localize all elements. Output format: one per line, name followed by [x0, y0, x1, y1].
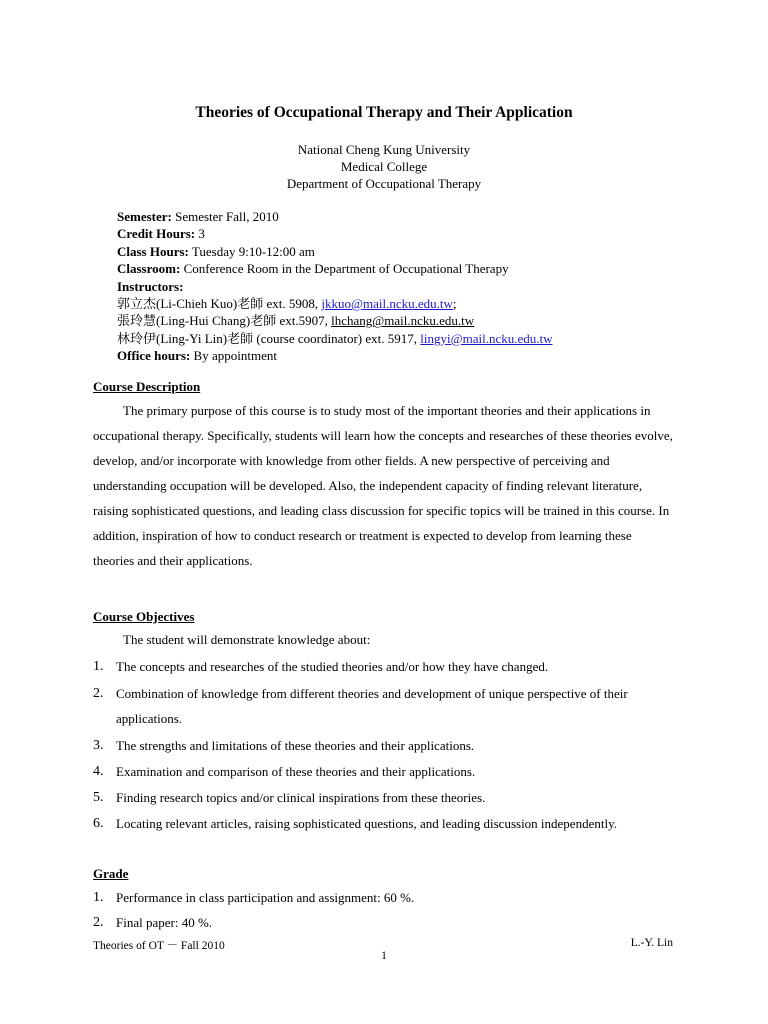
semester-label: Semester: [117, 209, 172, 224]
item-number: 2. [93, 915, 104, 930]
classroom-value: Conference Room in the Department of Occupational Therapy [183, 261, 509, 277]
instructors-label: Instructors: [117, 278, 184, 294]
college-name: Medical College [340, 159, 428, 174]
document-title: Theories of Occupational Therapy and Their Application [195, 104, 573, 121]
item-text: Locating relevant articles, raising sophisticated questions, and leading discussion independently. [116, 816, 617, 831]
item-number: 4. [93, 764, 104, 779]
semester-row [117, 208, 552, 225]
class-hours-label: Class Hours: [117, 243, 189, 259]
instructor-email-link[interactable]: lhchang@mail.ncku.edu.tw [331, 313, 475, 329]
instructor-name: 郭立杰(Li-Chieh Kuo)老師 ext. 5908, [117, 296, 322, 312]
item-text: Final paper: 40 %. [116, 915, 213, 930]
item-number: 5. [93, 790, 104, 805]
instructor-name: 張玲慧(Ling-Hui Chang)老師 ext.5907, [117, 313, 332, 329]
list-item [93, 885, 673, 910]
page-number: 1 [381, 950, 387, 962]
office-hours-row [117, 347, 552, 364]
list-item [93, 759, 673, 784]
course-description-heading: Course Description [93, 379, 201, 394]
item-number: 2. [93, 686, 104, 701]
instructor-line [117, 312, 552, 329]
instructor-line [117, 330, 552, 347]
class-hours-value: Tuesday 9:10-12:00 am [191, 243, 315, 259]
item-number: 3. [93, 738, 104, 753]
classroom-row [117, 260, 552, 277]
credit-label: Credit Hours: [117, 226, 196, 242]
objectives-list [93, 654, 673, 836]
institution-block [0, 141, 768, 192]
grade-heading: Grade [93, 866, 129, 881]
credit-value: 3 [198, 226, 205, 242]
objectives-intro: The student will demonstrate knowledge about: [123, 632, 371, 647]
instructor-suffix: ; [452, 296, 457, 312]
item-number: 1. [93, 659, 104, 674]
footer-course-label: Theories of OT － Fall 2010 [93, 940, 225, 952]
footer-author: L.-Y. Lin [630, 937, 673, 949]
course-description-text: The primary purpose of this course is to study most of the important theories and their applications in occupational therapy. Specifically, students will learn how the concepts and researches of these theories evolve, develop, and/or incorporate with knowledge from other fields. A new perspective of perceiving and understanding occupation will be developed. Also, the independent capacity of finding relevant literature, raising sophisticated questions, and leading class discussion for specific topics will be trained in this course. In addition, inspiration of how to conduct research or treatment is expected to develop from learning these theories and their applications. [93, 403, 673, 568]
item-text: Finding research topics and/or clinical inspirations from these theories. [116, 790, 486, 805]
class-hours-row [117, 243, 552, 260]
semester-value: Semester Fall, 2010 [175, 209, 279, 224]
list-item [93, 733, 673, 758]
office-hours-value: By appointment [193, 348, 277, 364]
department-name: Department of Occupational Therapy [286, 176, 482, 191]
credit-row [117, 225, 552, 242]
list-item [93, 811, 673, 836]
item-number: 1. [93, 890, 104, 905]
list-item [93, 910, 673, 935]
item-text: Examination and comparison of these theories and their applications. [116, 764, 476, 779]
course-info [117, 208, 552, 365]
instructor-email-link[interactable]: lingyi@mail.ncku.edu.tw [420, 330, 553, 346]
instructor-line [117, 295, 552, 312]
item-text: The concepts and researches of the studied theories and/or how they have changed. [116, 659, 549, 674]
item-text: Performance in class participation and assignment: 60 %. [116, 890, 415, 905]
classroom-label: Classroom: [117, 261, 181, 277]
course-objectives-heading: Course Objectives [93, 609, 195, 624]
item-text: The strengths and limitations of these theories and their applications. [116, 738, 475, 753]
office-hours-label: Office hours: [117, 348, 191, 364]
instructor-name: 林玲伊(Ling-Yi Lin)老師 (course coordinator) ext. 5917, [117, 330, 421, 346]
list-item [93, 681, 673, 731]
instructors-row [117, 278, 552, 295]
list-item [93, 785, 673, 810]
list-item [93, 654, 673, 679]
item-number: 6. [93, 816, 104, 831]
item-text: Combination of knowledge from different theories and development of unique perspective of their applications. [116, 686, 628, 726]
university-name: National Cheng Kung University [297, 142, 471, 157]
instructor-email-link[interactable]: jkkuo@mail.ncku.edu.tw [321, 296, 453, 312]
grade-list [93, 885, 673, 935]
